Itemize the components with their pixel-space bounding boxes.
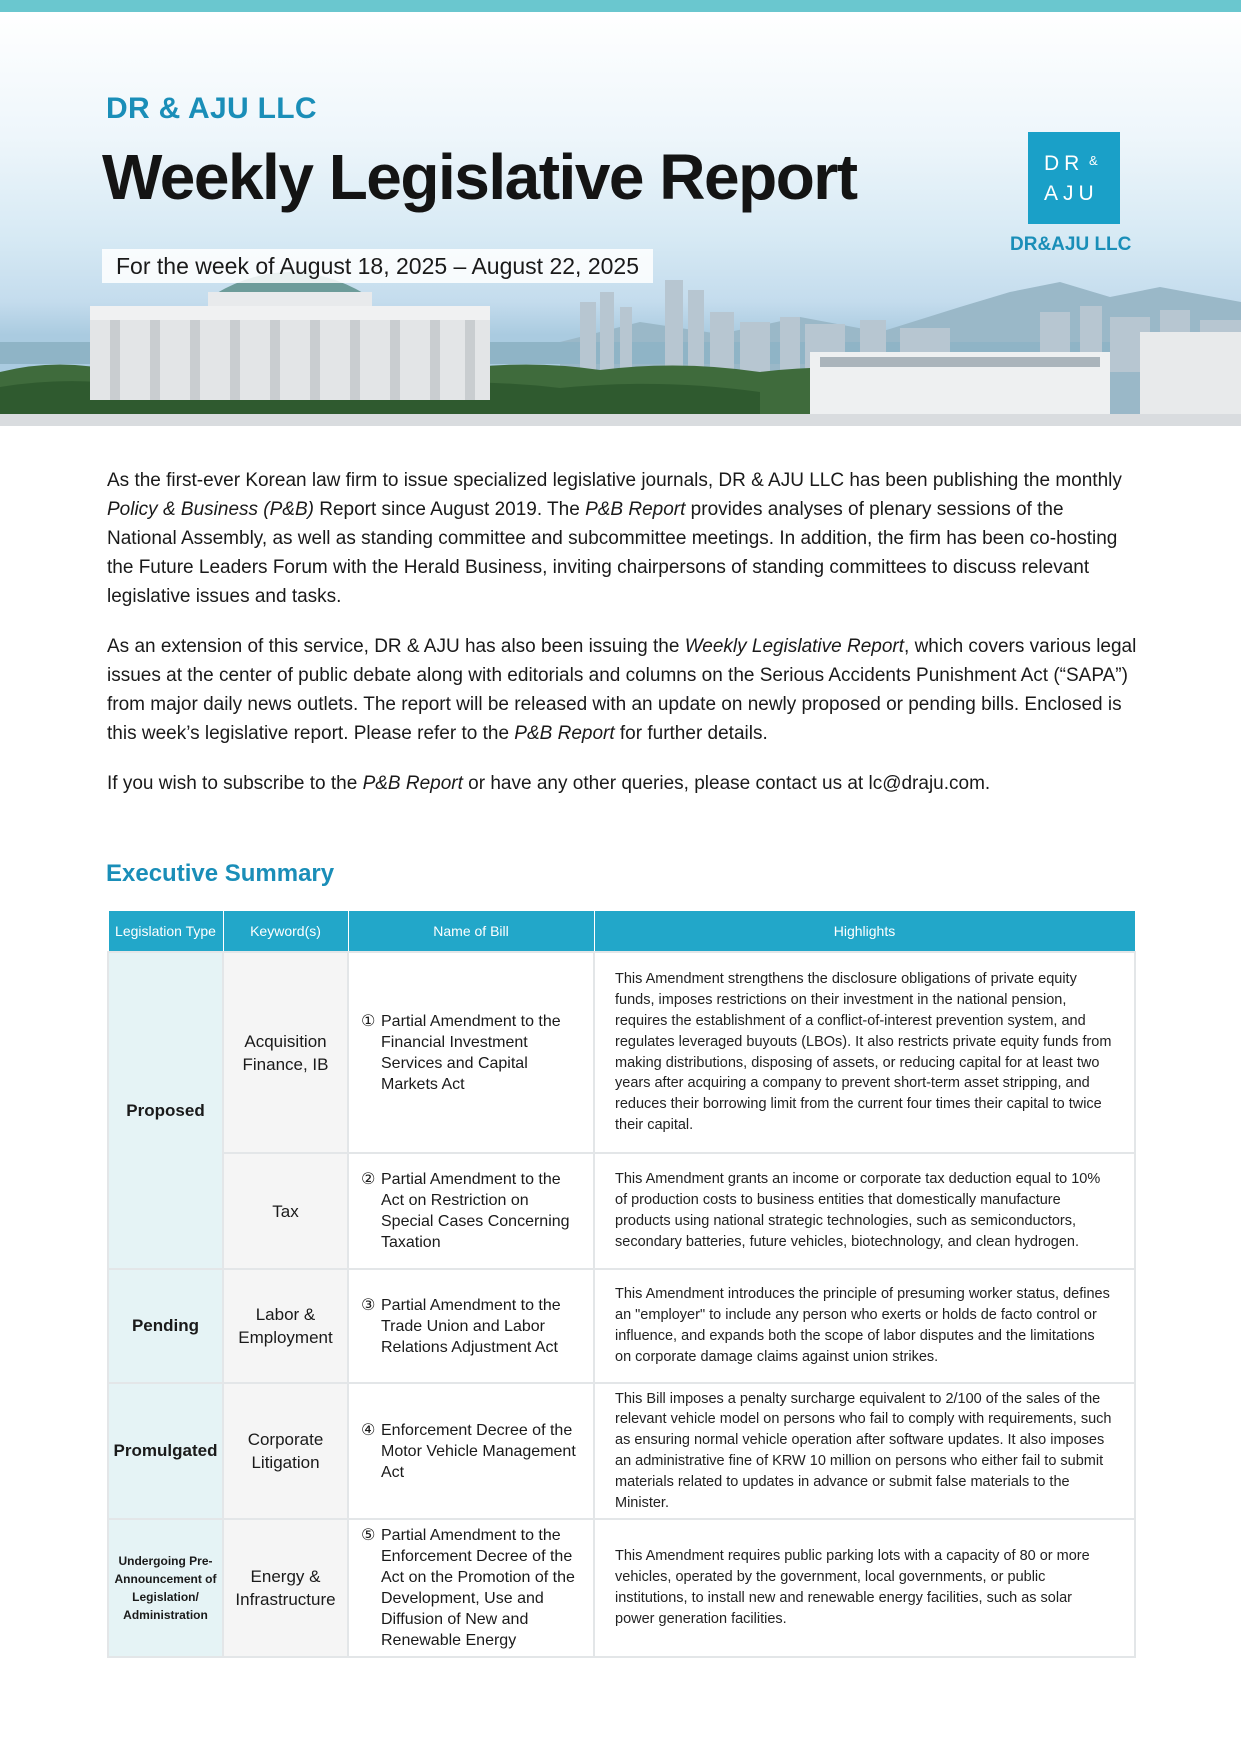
firm-logo-text: DR&AJU LLC: [1010, 234, 1132, 255]
column-header-legislation-type: Legislation Type: [108, 911, 223, 953]
executive-summary-title: Executive Summary: [106, 860, 335, 887]
highlight-cell: This Amendment requires public parking lots with a capacity of 80 or more vehicles, operated by the government, local governments, or public institutions, to install new and renewable energy facilities, such as solar power generation facilities.: [594, 1519, 1135, 1657]
bill-name-cell: ② Partial Amendment to the Act on Restriction on Special Cases Concerning Taxation: [348, 1153, 594, 1269]
top-accent-bar: [0, 0, 1241, 12]
bill-name-cell: ④ Enforcement Decree of the Motor Vehicle Management Act: [348, 1383, 594, 1519]
keyword-cell: Acquisition Finance, IB: [223, 952, 348, 1153]
column-header-keywords: Keyword(s): [223, 911, 348, 953]
header-bottom-stripe: [0, 414, 1241, 426]
table-row: [108, 952, 1135, 1153]
highlight-cell: This Amendment strengthens the disclosure obligations of private equity funds, imposes restrictions on their investment in the national pension, requires the establishment of a conflict-of-interest prevention system, and regulates leveraged buyouts (LBOs). It also restricts private equity funds from making distributions, disposing of assets, or reducing capital for at least two years after acquiring a company to prevent short-term asset stripping, and reduces their borrowing limit from the current four times their capital to twice their capital.: [594, 952, 1135, 1153]
highlight-cell: This Amendment introduces the principle of presuming worker status, defines an "employer" to include any person who exerts or holds de facto control or influence, and expands both the scope of labor disputes and the limitations on corporate damage claims against union strikes.: [594, 1269, 1135, 1383]
firm-logo: DR & AJU: [1028, 132, 1120, 224]
column-header-highlights: Highlights: [594, 911, 1135, 953]
keyword-cell: Tax: [223, 1153, 348, 1269]
table-header-row: [108, 911, 1135, 953]
intro-paragraph-1: As the first-ever Korean law firm to issue specialized legislative journals, DR & AJU LLC has been publishing the monthly Policy & Business (P&B) Report since August 2019. The P&B Report provides analyses of plenary sessions of the National Assembly, as well as standing committee and subcommittee meetings. In addition, the firm has been co-hosting the Future Leaders Forum with the Herald Business, inviting chairpersons of standing committees to discuss relevant legislative issues and tasks.: [107, 470, 1122, 607]
report-header: [0, 12, 1241, 426]
intro-paragraph-3: If you wish to subscribe to the P&B Report or have any other queries, please contact us at lc@draju.com.: [107, 773, 991, 794]
bill-name-cell: ⑤ Partial Amendment to the Enforcement Decree of the Act on the Promotion of the Development, Use and Diffusion of New and Renewable Energy: [348, 1519, 594, 1657]
table-row: [108, 1269, 1135, 1383]
firm-name: DR & AJU LLC: [106, 92, 317, 125]
intro-section: [107, 466, 1137, 819]
keyword-cell: Corporate Litigation: [223, 1383, 348, 1519]
column-header-name-of-bill: Name of Bill: [348, 911, 594, 953]
report-title: Weekly Legislative Report: [102, 141, 857, 213]
national-assembly-cityscape-image: [0, 262, 1241, 426]
table-row: [108, 1153, 1135, 1269]
table-row: [108, 1519, 1135, 1657]
legislation-type-cell: Promulgated: [108, 1383, 223, 1519]
keyword-cell: Labor & Employment: [223, 1269, 348, 1383]
intro-paragraph-2: As an extension of this service, DR & AJU has also been issuing the Weekly Legislative Report, which covers various legal issues at the center of public debate along with editorials and columns on the Serious Accidents Punishment Act (“SAPA”) from major daily news outlets. The report will be released with an update on newly proposed or pending bills. Enclosed is this week’s legislative report. Please refer to the P&B Report for further details.: [107, 636, 1137, 744]
legislation-type-cell: Pending: [108, 1269, 223, 1383]
report-week-range: For the week of August 18, 2025 – August 22, 2025: [102, 249, 653, 283]
highlight-cell: This Amendment grants an income or corporate tax deduction equal to 10% of production costs to business entities that domestically manufacture products using national strategic technologies, such as semiconductors, secondary batteries, future vehicles, biotechnology, and clean hydrogen.: [594, 1153, 1135, 1269]
bill-name-cell: ① Partial Amendment to the Financial Investment Services and Capital Markets Act: [348, 952, 594, 1153]
legislation-type-cell: Undergoing Pre-Announcement of Legislation/ Administration: [108, 1519, 223, 1657]
executive-summary-table: [107, 910, 1136, 1658]
bill-name-cell: ③ Partial Amendment to the Trade Union and Labor Relations Adjustment Act: [348, 1269, 594, 1383]
keyword-cell: Energy & Infrastructure: [223, 1519, 348, 1657]
legislation-type-cell: Proposed: [108, 952, 223, 1269]
highlight-cell: This Bill imposes a penalty surcharge equivalent to 2/100 of the sales of the relevant vehicle model on persons who fail to comply with requirements, such as ensuring normal vehicle operation after software updates. It also imposes an administrative fine of KRW 10 million on persons who either fail to submit materials related to updates in advance or submit false materials to the Minister.: [594, 1383, 1135, 1519]
table-row: [108, 1383, 1135, 1519]
